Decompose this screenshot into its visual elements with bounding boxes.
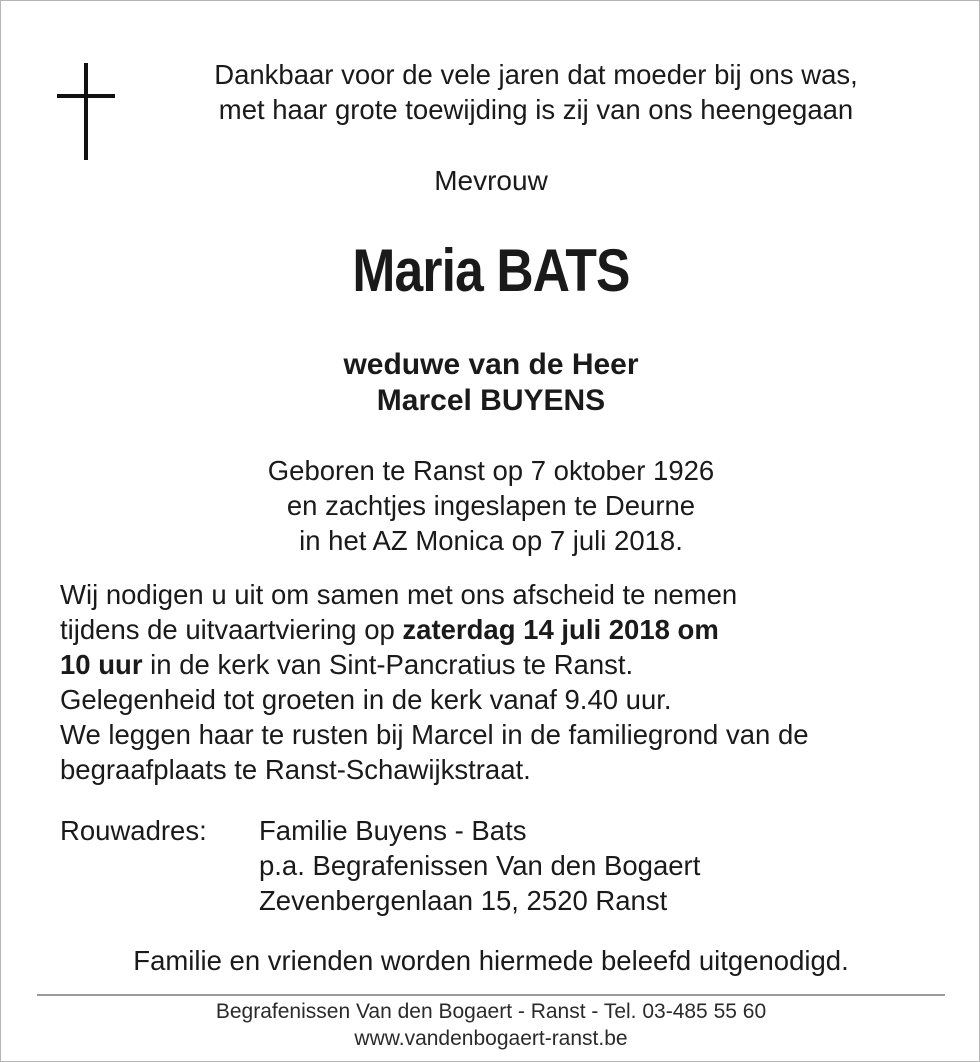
address-line-3: Zevenbergenlaan 15, 2520 Ranst: [259, 885, 668, 916]
ceremony-line-4: Gelegenheid tot groeten in de kerk vanaf 9.40 uur.: [60, 684, 672, 715]
address-line-2: p.a. Begrafenissen Van den Bogaert: [259, 850, 701, 881]
ceremony-time: 10 uur: [60, 649, 143, 680]
ceremony-line-6: begraafplaats te Ranst-Schawijkstraat.: [60, 754, 531, 785]
address-block: [259, 813, 700, 918]
ceremony-line-2: [60, 612, 940, 647]
ceremony-line-2-text: tijdens de uitvaartviering op: [60, 614, 403, 645]
birth-line-3: in het AZ Monica op 7 juli 2018.: [299, 525, 683, 556]
intro-text: [151, 57, 921, 127]
widow-line-2: Marcel BUYENS: [376, 384, 606, 417]
deceased-name: Maria BATS: [352, 237, 630, 304]
footer: [1, 998, 980, 1052]
title-prefix: Mevrouw: [434, 165, 548, 196]
intro-line-2: met haar grote toewijding is zij van ons heengegaan: [218, 94, 854, 125]
ceremony-line-3: [60, 647, 940, 682]
widow-of: [1, 347, 980, 419]
footer-divider: [37, 994, 945, 996]
ceremony-line-1: Wij nodigen u uit om samen met ons afscheid te nemen: [60, 579, 738, 610]
ceremony-paragraph: [60, 577, 940, 787]
ceremony-line-3-text: in de kerk van Sint-Pancratius te Ranst.: [142, 649, 634, 680]
intro-line-1: Dankbaar voor de vele jaren dat moeder bij ons was,: [214, 59, 858, 90]
birth-death-info: [1, 453, 980, 558]
address-label: Rouwadres:: [60, 815, 207, 846]
widow-line-1: weduwe van de Heer: [343, 348, 639, 381]
ceremony-line-5: We leggen haar te rusten bij Marcel in de familiegrond van de: [60, 719, 809, 750]
cross-icon: [57, 63, 117, 161]
footer-contact: Begrafenissen Van den Bogaert - Ranst - Tel. 03-485 55 60: [215, 1000, 767, 1023]
birth-line-2: en zachtjes ingeslapen te Deurne: [286, 490, 696, 521]
birth-line-1: Geboren te Ranst op 7 oktober 1926: [267, 455, 715, 486]
address-line-1: Familie Buyens - Bats: [259, 815, 527, 846]
footer-website: www.vandenbogaert-ranst.be: [354, 1027, 628, 1050]
ceremony-date: zaterdag 14 juli 2018 om: [402, 614, 719, 645]
invitation-text: Familie en vrienden worden hiermede beleefd uitgenodigd.: [133, 945, 849, 976]
